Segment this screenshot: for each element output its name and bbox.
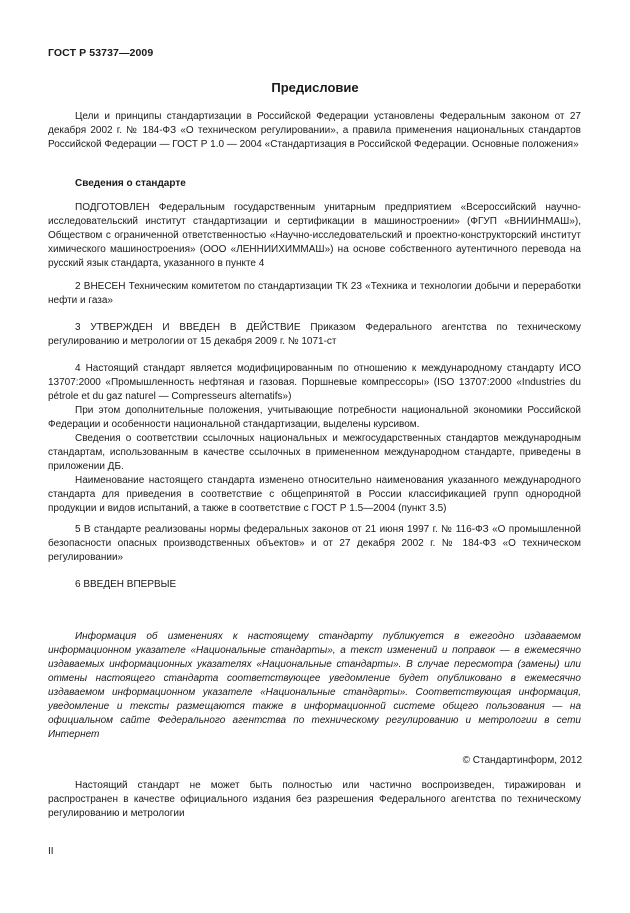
info-heading [48,177,581,191]
item-3 [48,321,581,349]
page-title: Предисловие [271,80,359,95]
item-2-text: 2 ВНЕСЕН Техническим комитетом по стандартизации ТК 23 «Техника и технологии добычи и переработки нефти и газа» [48,281,581,306]
reproduction-text: Настоящий стандарт не может быть полностью или частично воспроизведен, тиражирован и распространен в качестве официального издания без разрешения Федерального агентства по техническому регулированию и метрологии [48,780,581,819]
item-4 [48,362,581,516]
item-1 [48,201,581,271]
copyright: © Стандартинформ, 2012 [462,755,582,766]
notice-text: Информация об изменениях к настоящему стандарту публикуется в ежегодно издаваемом информационном указателе «Национальные стандарты», а текст изменений и поправок — в ежемесячно издаваемых информационных указателях «Национальные стандарты». В случае пересмотра (замены) или отмены настоящего стандарта соответствующее уведомление будет опубликовано в ежемесячно издаваемом информационном указателе «Национальные стандарты». Соответствующая информация, уведомление и тексты размещаются также в информационной системе общего пользования — на официальном сайте Федерального агентства по техническому регулированию и метрологии в сети Интернет [48,631,581,740]
intro-text: Цели и принципы стандартизации в Российской Федерации установлены Федеральным законом от 27 декабря 2002 г. № 184-ФЗ «О техническом регулировании», а правила применения национальных стандартов Российской Федерации — ГОСТ Р 1.0 — 2004 «Стандартизация в Российской Федерации. Основные положения» [48,111,581,150]
item-3-text: 3 УТВЕРЖДЕН И ВВЕДЕН В ДЕЙСТВИЕ Приказом Федерального агентства по техническому регулированию и метрологии от 15 декабря 2009 г. № 1071-ст [48,322,581,347]
item-4-text-c: Сведения о соответствии ссылочных национальных и межгосударственных стандартов международным стандартам, использованным в качестве ссылочных в примененном международном стандарте, приведены в приложении ДБ. [48,433,581,472]
item-6 [48,578,581,592]
notice-block [48,630,581,742]
page-number: II [48,846,54,857]
item-5-text: 5 В стандарте реализованы нормы федеральных законов от 21 июня 1997 г. № 116-ФЗ «О промышленной безопасности опасных производственных объектов» и от 27 декабря 2002 г. № 184-ФЗ «О техническом регулировании» [48,524,581,563]
item-4-text-b: При этом дополнительные положения, учитывающие потребности национальной экономики Российской Федерации и особенности национальной стандартизации, выделены курсивом. [48,405,581,430]
info-heading-text: Сведения о стандарте [75,178,186,189]
item-6-text: 6 ВВЕДЕН ВПЕРВЫЕ [75,579,177,590]
reproduction-notice [48,779,581,821]
item-5 [48,523,581,565]
intro-paragraph [48,110,581,152]
item-2 [48,280,581,308]
item-4-text-a: 4 Настоящий стандарт является модифицированным по отношению к международному стандарту ИСО 13707:2000 «Промышленность нефтяная и газовая. Поршневые компрессоры» (ISO 13707:2000 «Industries du pétrole et du gaz naturel — Compresseurs alternatifs») [48,363,581,402]
document-code: ГОСТ Р 53737—2009 [48,47,154,59]
item-1-text: ПОДГОТОВЛЕН Федеральным государственным унитарным предприятием «Всероссийский научно-исследовательский институт стандартизации и сертификации в машиностроении» (ФГУП «ВНИИНМАШ»), Обществом с ограниченной ответственностью «Научно-исследовательский и проектно-конструкторский институт химического машиностроения» (ООО «ЛЕННИИХИММАШ») на основе собственного аутентичного перевода на русский язык стандарта, указанного в пункте 4 [48,202,581,269]
item-4-text-d: Наименование настоящего стандарта изменено относительно наименования указанного международного стандарта для приведения в соответствие с общепринятой в России классификацией групп однородной продукции и видов испытаний, а также в соответствие с ГОСТ Р 1.5—2004 (пункт 3.5) [48,475,581,514]
